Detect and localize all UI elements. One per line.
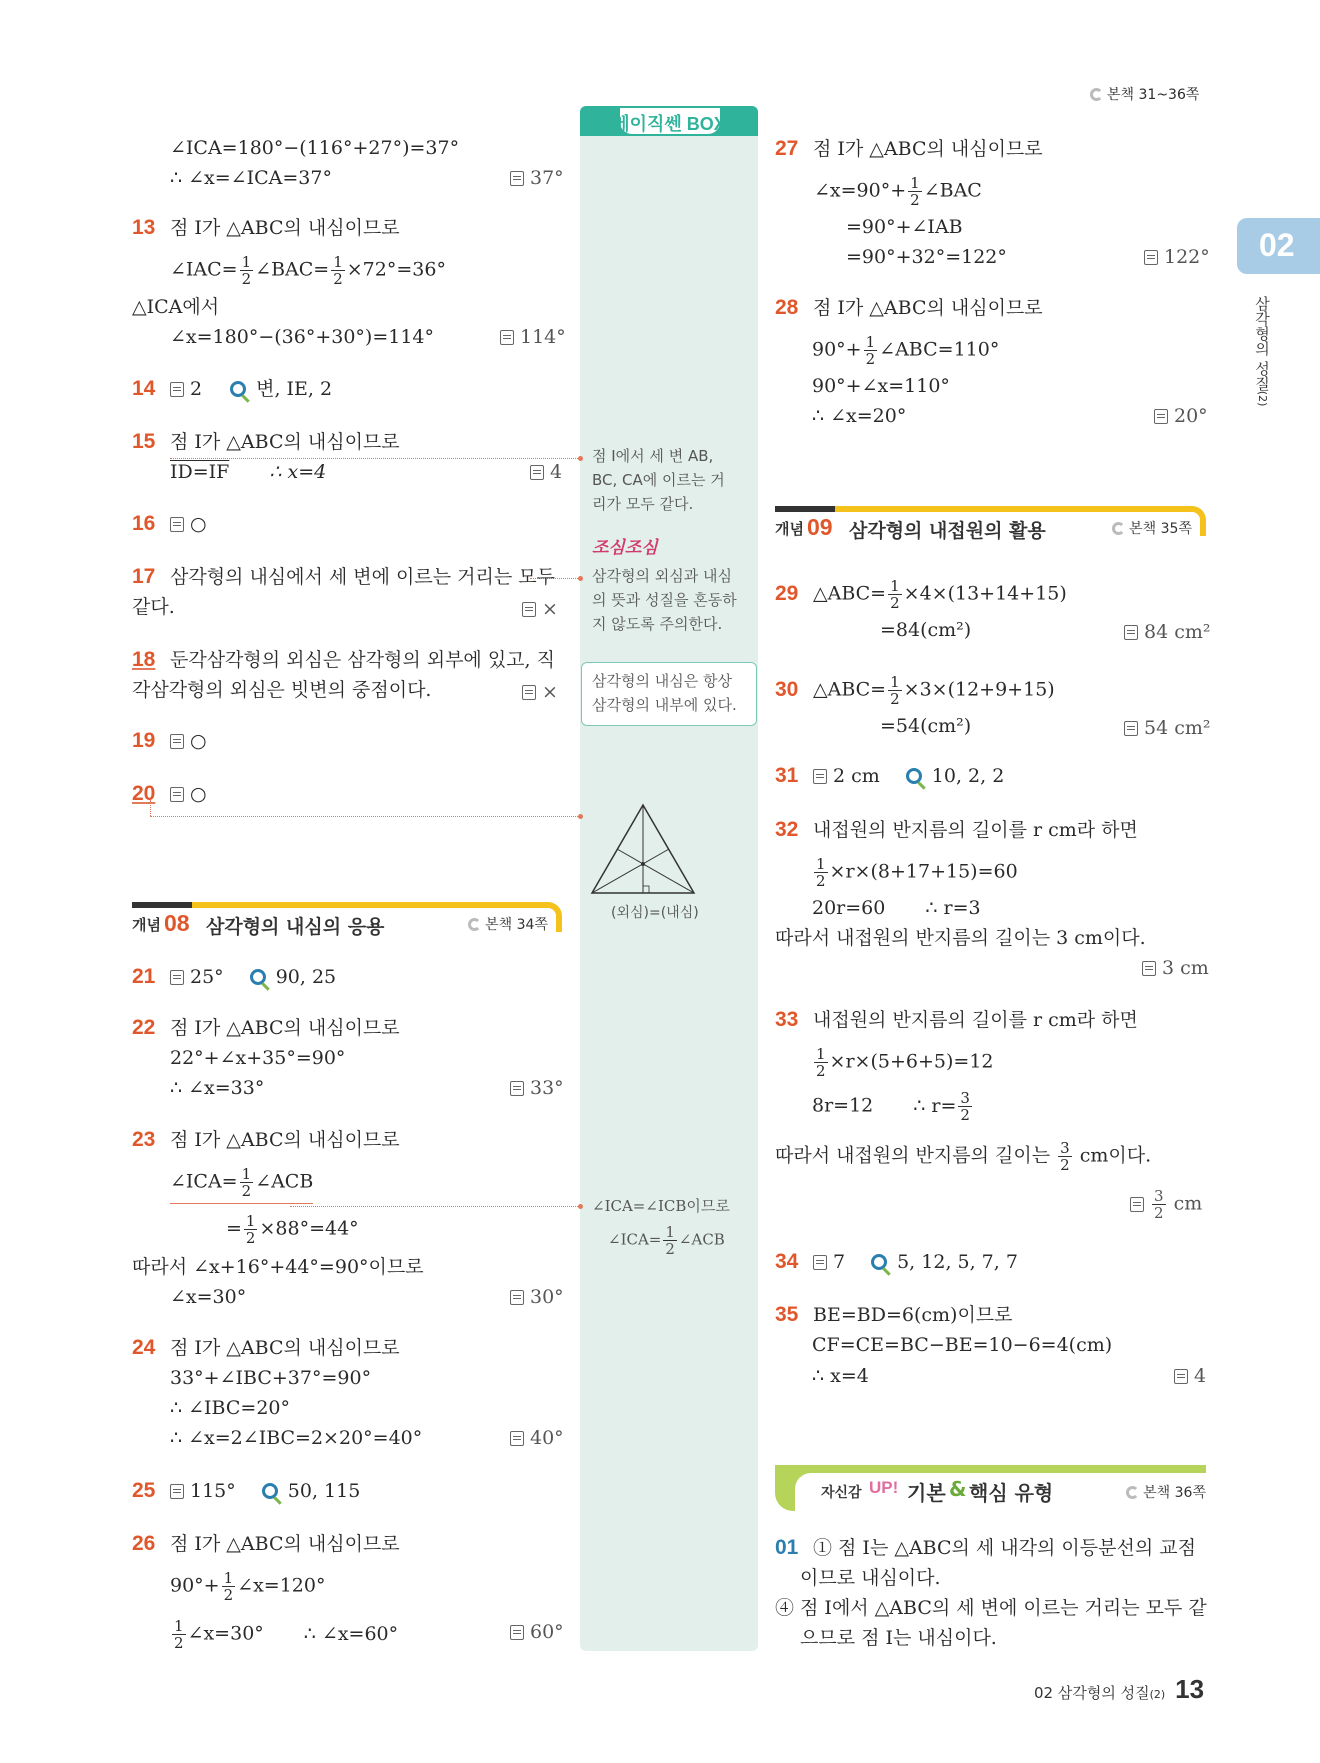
answer-icon	[510, 1431, 524, 1446]
answer: ×	[522, 597, 558, 621]
problem-28-line: 90°+∠x=110°	[812, 375, 950, 397]
answer-icon	[170, 517, 184, 532]
answer: 30°	[510, 1285, 564, 1309]
equilateral-triangle-figure	[590, 800, 700, 900]
answer: 4	[530, 460, 562, 484]
hint-magnifier-icon	[906, 768, 922, 784]
problem-27-line: =90°+32°=122°	[846, 246, 1007, 268]
cont-line: ∴ ∠x=∠ICA=37°	[170, 167, 332, 189]
problem-24-line: ∴ ∠x=2∠IBC=2×20°=40°	[170, 1427, 423, 1449]
problem-18: 18 둔각삼각형의 외심은 삼각형의 외부에 있고, 직	[132, 648, 555, 671]
problem-23-line: 따라서 ∠x+16°+44°=90°이므로	[132, 1256, 424, 1278]
box-note-incenter-distance: 점 I에서 세 변 AB, BC, CA에 이르는 거 리가 모두 같다.	[592, 447, 725, 513]
fraction: $\frac{1}{2}$	[333, 253, 343, 288]
connector	[290, 1206, 580, 1207]
problem-27-line: ∠x=90°+ $\frac{1}{2}$ ∠BAC	[814, 174, 982, 209]
hint-magnifier-icon	[871, 1254, 887, 1270]
answer: $\frac{3}{2}$ cm	[1130, 1188, 1202, 1221]
fraction: $\frac{1}{2}$	[890, 577, 900, 612]
chapter-tab-number: 02	[1259, 227, 1295, 263]
concept-section-08: 개념 08 삼각형의 내심의 응용 본책 34쪽	[132, 902, 562, 938]
problem-23-line: = $\frac{1}{2}$ ×88°=44°	[226, 1212, 359, 1247]
fraction: $\frac{1}{2}$	[910, 174, 920, 209]
problem-28: 28 점 I가 △ABC의 내심이므로	[775, 296, 1043, 319]
problem-34: 34 7 5, 12, 5, 7, 7	[775, 1250, 1018, 1273]
box-note-caution: 삼각형의 외심과 내심 의 뜻과 성질을 혼동하 지 않도록 주의한다.	[592, 567, 737, 633]
connector-dot	[578, 456, 583, 461]
problem-01-line: ④ 점 I에서 △ABC의 세 변에 이르는 거리는 모두 같	[775, 1597, 1207, 1619]
answer: 4	[1174, 1364, 1206, 1388]
problem-26-line: 90°+ $\frac{1}{2}$ ∠x=120°	[170, 1569, 326, 1604]
answer-icon	[170, 1484, 184, 1499]
problem-24-line: ∴ ∠IBC=20°	[170, 1397, 291, 1419]
hint-magnifier-icon	[250, 969, 266, 985]
basic-box-title: 베이직쎈 BOX	[612, 114, 726, 134]
fraction: $\frac{1}{2}$	[223, 1569, 234, 1604]
problem-33-line: 8r=12 ∴ r= $\frac{3}{2}$	[812, 1089, 970, 1124]
answer: 40°	[510, 1426, 564, 1450]
basic-box-header	[580, 106, 758, 136]
problem-33: 33 내접원의 반지름의 길이를 r cm라 하면	[775, 1008, 1138, 1031]
page-ref: 본책 31~36쪽	[1090, 84, 1199, 104]
problem-30-line: =54(cm²)	[880, 715, 972, 737]
problem-01: 01 ① 점 I는 △ABC의 세 내각의 이등분선의 교점	[775, 1536, 1196, 1559]
problem-24-line: 33°+∠IBC+37°=90°	[170, 1367, 372, 1389]
answer: 60°	[510, 1620, 564, 1644]
figure-caption: (외심)=(내심)	[611, 905, 699, 921]
fraction: $\frac{1}{2}$	[665, 1223, 675, 1258]
answer-icon	[522, 602, 536, 617]
answer-icon	[170, 970, 184, 985]
chapter-side-title: 삼각형의 성질(2)	[1253, 296, 1271, 407]
answer-icon	[813, 769, 827, 784]
answer-icon	[1124, 625, 1138, 640]
problem-35-line: ∴ x=4	[812, 1365, 869, 1387]
answer: 54 cm²	[1124, 716, 1211, 740]
problem-13: 13 점 I가 △ABC의 내심이므로	[132, 216, 400, 239]
problem-19: 19 ○	[132, 729, 207, 752]
problem-26-line: $\frac{1}{2}$ ∠x=30° ∴ ∠x=60°	[174, 1617, 399, 1652]
chapter-tab	[1237, 218, 1320, 274]
problem-29: 29 △ABC= $\frac{1}{2}$ ×4×(13+14+15)	[775, 577, 1067, 612]
footer: 02 삼각형의 성질(2) 13	[1034, 1674, 1205, 1704]
fraction: $\frac{1}{2}$	[241, 1165, 252, 1200]
problem-22-line: 22°+∠x+35°=90°	[170, 1047, 346, 1069]
fraction: $\frac{3}{2}$	[1154, 1187, 1164, 1222]
median-line	[592, 849, 669, 893]
problem-32-line: $\frac{1}{2}$ ×r×(8+17+15)=60	[816, 855, 1018, 890]
problem-14: 14 2 변, IE, 2	[132, 377, 333, 400]
fraction: $\frac{3}{2}$	[960, 1089, 970, 1124]
problem-17: 17 삼각형의 내심에서 세 변에 이르는 거리는 모두	[132, 565, 555, 588]
fraction: $\frac{1}{2}$	[816, 1045, 826, 1080]
problem-23: 23 점 I가 △ABC의 내심이므로	[132, 1128, 400, 1151]
problem-28-line: 90°+ $\frac{1}{2}$ ∠ABC=110°	[812, 333, 1000, 368]
hint-magnifier-icon	[230, 381, 246, 397]
fraction: $\frac{1}{2}$	[890, 673, 900, 708]
hint-magnifier-icon	[262, 1483, 278, 1499]
connector-dot	[578, 576, 583, 581]
answer-icon	[510, 1625, 524, 1640]
answer-icon	[510, 1081, 524, 1096]
problem-18-line: 각삼각형의 외심은 빗변의 중점이다.	[132, 679, 432, 701]
problem-33-line: 따라서 내접원의 반지름의 길이는 $\frac{3}{2}$ cm이다.	[775, 1139, 1152, 1174]
concept-section-09: 개념 09 삼각형의 내접원의 활용 본책 35쪽	[775, 506, 1206, 542]
page-number: 13	[1175, 1674, 1205, 1704]
book-ref-icon	[468, 918, 481, 931]
problem-01-line: 으므로 점 I는 내심이다.	[800, 1627, 997, 1649]
box-note-ica: ∠ICA=∠ICB이므로 ∠ICA= $\frac{1}{2}$ ∠ACB	[592, 1197, 730, 1258]
problem-28-line: ∴ ∠x=20°	[812, 405, 907, 427]
problem-32-line: 20r=60 ∴ r=3	[812, 897, 981, 919]
problem-32: 32 내접원의 반지름의 길이를 r cm라 하면	[775, 818, 1138, 841]
connector-dot	[578, 1204, 583, 1209]
connector	[150, 816, 580, 817]
answer-icon	[1124, 721, 1138, 736]
problem-20: 20 ○	[132, 782, 207, 805]
connector-dot	[578, 814, 583, 819]
answer: 20°	[1154, 404, 1208, 428]
problem-25: 25 115° 50, 115	[132, 1479, 361, 1502]
answer-icon	[510, 1290, 524, 1305]
cont-line: ∠ICA=180°−(116°+27°)=37°	[170, 137, 460, 159]
connector	[170, 458, 580, 459]
answer-icon	[813, 1255, 827, 1270]
answer-icon	[1174, 1369, 1188, 1384]
problem-15-line: ID=IF ∴ x=4	[170, 461, 327, 483]
problem-23-line: ∠x=30°	[170, 1286, 247, 1308]
answer: 114°	[500, 325, 566, 349]
caution-title: 조심조심	[592, 538, 658, 558]
answer-icon	[1142, 961, 1156, 976]
answer-icon	[1154, 409, 1168, 424]
answer: 84 cm²	[1124, 620, 1211, 644]
answer-icon	[1144, 250, 1158, 265]
problem-13-line: ∠IAC= $\frac{1}{2}$ ∠BAC= $\frac{1}{2}$ ×72°=36°	[170, 253, 446, 288]
fraction: $\frac{3}{2}$	[1060, 1139, 1070, 1174]
problem-31: 31 2 cm 10, 2, 2	[775, 764, 1005, 787]
center-point	[641, 862, 645, 866]
problem-01-line: 이므로 내심이다.	[800, 1567, 941, 1589]
answer-icon	[170, 382, 184, 397]
answer-icon	[510, 171, 524, 186]
answer: 122°	[1144, 245, 1210, 269]
problem-24: 24 점 I가 △ABC의 내심이므로	[132, 1336, 400, 1359]
answer: 37°	[510, 166, 564, 190]
problem-13-line: △ICA에서	[132, 296, 220, 318]
problem-32-line: 따라서 내접원의 반지름의 길이는 3 cm이다.	[775, 927, 1146, 949]
confidence-up-section: 자신감 UP! 기본 & 핵심 유형 본책 36쪽	[775, 1465, 1206, 1511]
problem-17-line: 같다.	[132, 596, 175, 618]
answer-icon	[522, 685, 536, 700]
problem-30: 30 △ABC= $\frac{1}{2}$ ×3×(12+9+15)	[775, 673, 1055, 708]
book-ref-icon	[1126, 1486, 1139, 1499]
problem-22: 22 점 I가 △ABC의 내심이므로	[132, 1016, 400, 1039]
answer: 33°	[510, 1076, 564, 1100]
book-ref-icon	[1090, 88, 1103, 101]
answer: ×	[522, 680, 558, 704]
problem-22-line: ∴ ∠x=33°	[170, 1077, 265, 1099]
problem-13-line: ∠x=180°−(36°+30°)=114°	[170, 326, 435, 348]
fraction: $\frac{1}{2}$	[816, 855, 826, 890]
median-line	[617, 849, 694, 893]
box-note-inside: 삼각형의 내심은 항상 삼각형의 내부에 있다.	[581, 662, 757, 726]
problem-15: 15 점 I가 △ABC의 내심이므로	[132, 430, 400, 453]
answer-icon	[170, 734, 184, 749]
problem-35-line: CF=CE=BC−BE=10−6=4(cm)	[812, 1334, 1113, 1356]
problem-16: 16 ○	[132, 512, 207, 535]
fraction: $\frac{1}{2}$	[174, 1617, 184, 1652]
right-angle-mark	[643, 886, 649, 893]
book-ref-icon	[1112, 522, 1125, 535]
problem-33-line: $\frac{1}{2}$ ×r×(5+6+5)=12	[816, 1045, 994, 1080]
problem-27: 27 점 I가 △ABC의 내심이므로	[775, 137, 1043, 160]
problem-23-line: ∠ICA= $\frac{1}{2}$ ∠ACB	[170, 1166, 313, 1204]
answer-icon	[500, 330, 514, 345]
problem-26: 26 점 I가 △ABC의 내심이므로	[132, 1532, 400, 1555]
problem-35: 35 BE=BD=6(cm)이므로	[775, 1303, 1013, 1326]
problem-27-line: =90°+∠IAB	[846, 216, 963, 238]
problem-29-line: =84(cm²)	[880, 619, 972, 641]
fraction: $\frac{1}{2}$	[241, 253, 252, 288]
answer-icon	[170, 787, 184, 802]
answer-icon	[530, 465, 544, 480]
fraction: $\frac{1}{2}$	[865, 333, 876, 368]
problem-21: 21 25° 90, 25	[132, 965, 337, 988]
fraction: $\frac{1}{2}$	[245, 1212, 256, 1247]
answer-icon	[1130, 1197, 1144, 1212]
answer: 3 cm	[1142, 956, 1209, 980]
